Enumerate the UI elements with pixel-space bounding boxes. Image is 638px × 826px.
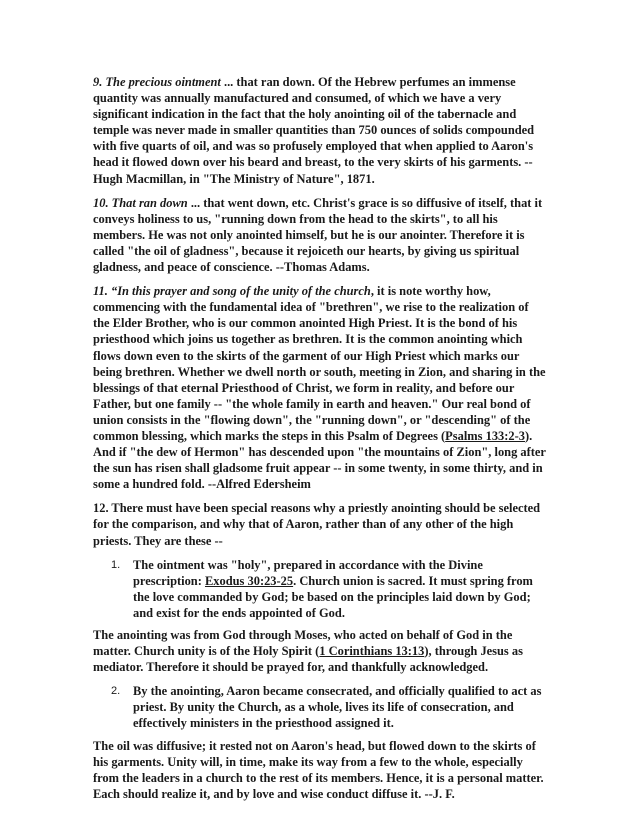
list-item — [93, 683, 546, 731]
paragraph-11-text-b: ). And if "the dew of Hermon" has descended upon "the mountains of Zion", long after the sun has risen shall gladsome fruit appear -- in some twenty, in some thirty, and in some a hundred fold. --Alfred Edersheim — [93, 428, 546, 492]
paragraph-11-text-a: , it is note worthy how, commencing with the fundamental idea of "brethren", we rise to the realization of the Elder Brother, who is our common anointed High Priest. It is the bond of his priesthood which joins us together as brethren. It is the common anointing which flows down even to the skirts of the garment of our High Priest which marks our being brethren. Whether we dwell north or south, meeting in Zion, and sharing in the blessings of that eternal Priesthood of Christ, we form in reality, and before our Father, but one family -- "the whole family in earth and heaven." Our real bond of union consists in the "flowing down", the "running down", or "descending" of the common blessing, which marks the steps in this Psalm of Degrees ( — [93, 284, 546, 443]
paragraph-9-lead: 9. The precious ointment — [93, 75, 221, 89]
paragraph-11-lead: 11. “In this prayer and song of the unity of the church — [93, 284, 371, 299]
corinthians-reference-link[interactable]: 1 Corinthians 13:13 — [319, 644, 425, 659]
list-item-text-a: The ointment was "holy", prepared in accordance with the Divine prescription: — [133, 557, 483, 588]
paragraph-10-lead: 10. That ran down — [93, 195, 188, 210]
exodus-reference-link[interactable]: Exodus 30:23-25 — [204, 573, 294, 588]
paragraph-10-text: ... that went down, etc. Christ's grace is so diffusive of itself, that it conveys holiness to us, "running down from the head to the skirts", to all his members. He was not only anointed himself, but he is our anointer. Therefore it is called "the oil of gladness", because it rejoiceth our hearts, by giving us spiritual gladness, and peace of conscience. --Thomas Adams. — [93, 195, 543, 275]
paragraph-13-text-b: ), through Jesus as mediator. Therefore it should be prayed for, and thankfully acknowledged. — [93, 644, 523, 675]
list-item-text — [133, 557, 546, 621]
paragraph-13-text-a: The anointing was from God through Moses, who acted on behalf of God in the matter. Church unity is of the Holy Spirit ( — [93, 628, 513, 659]
paragraph-10 — [93, 195, 546, 275]
paragraph-9-text: ... that ran down. Of the Hebrew perfumes an immense quantity was annually manufactured and consumed, of which we have a very significant indication in the fact that the holy anointing oil of the tabernacle and temple was never made in smaller quantities than 750 ounces of solids compounded with five quarts of oil, and was so profusely employed that when applied to Aaron's head it flowed down over his beard and breast, to the very skirts of his garments. --Hugh Macmillan, in "The Ministry of Nature", 1871. — [93, 75, 535, 186]
list-item — [93, 557, 546, 621]
list-item-text: By the anointing, Aaron became consecrated, and officially qualified to act as priest. By unity the Church, as a whole, lives its life of consecration, and effectively ministers in the priesthood assigned it. — [133, 684, 542, 731]
paragraph-13 — [93, 627, 546, 675]
list-item-number: 1. — [111, 558, 121, 571]
paragraph-9 — [93, 74, 546, 187]
reasons-list-2 — [93, 683, 546, 731]
psalms-reference-link[interactable]: Psalms 133:2-3 — [445, 428, 525, 443]
reasons-list-1 — [93, 557, 546, 621]
list-item-text-b: . Church union is sacred. It must spring from the love commanded by God; be based on the principles laid down by God; and exist for the ends appointed of God. — [133, 573, 533, 620]
paragraph-14: The oil was diffusive; it rested not on Aaron's head, but flowed down to the skirts of his garments. Unity will, in time, make its way from a few to the whole, especially from the leaders in a church to the rest of its members. Hence, it is a personal matter. Each should realize it, and by love and wise conduct diffuse it. --J. F. — [93, 738, 544, 801]
paragraph-11 — [93, 283, 546, 492]
paragraph-12: 12. There must have been special reasons why a priestly anointing should be selected for the comparison, and why that of Aaron, rather than of any other of the high priests. They are these -- — [93, 501, 541, 548]
list-item-number: 2. — [111, 685, 121, 698]
